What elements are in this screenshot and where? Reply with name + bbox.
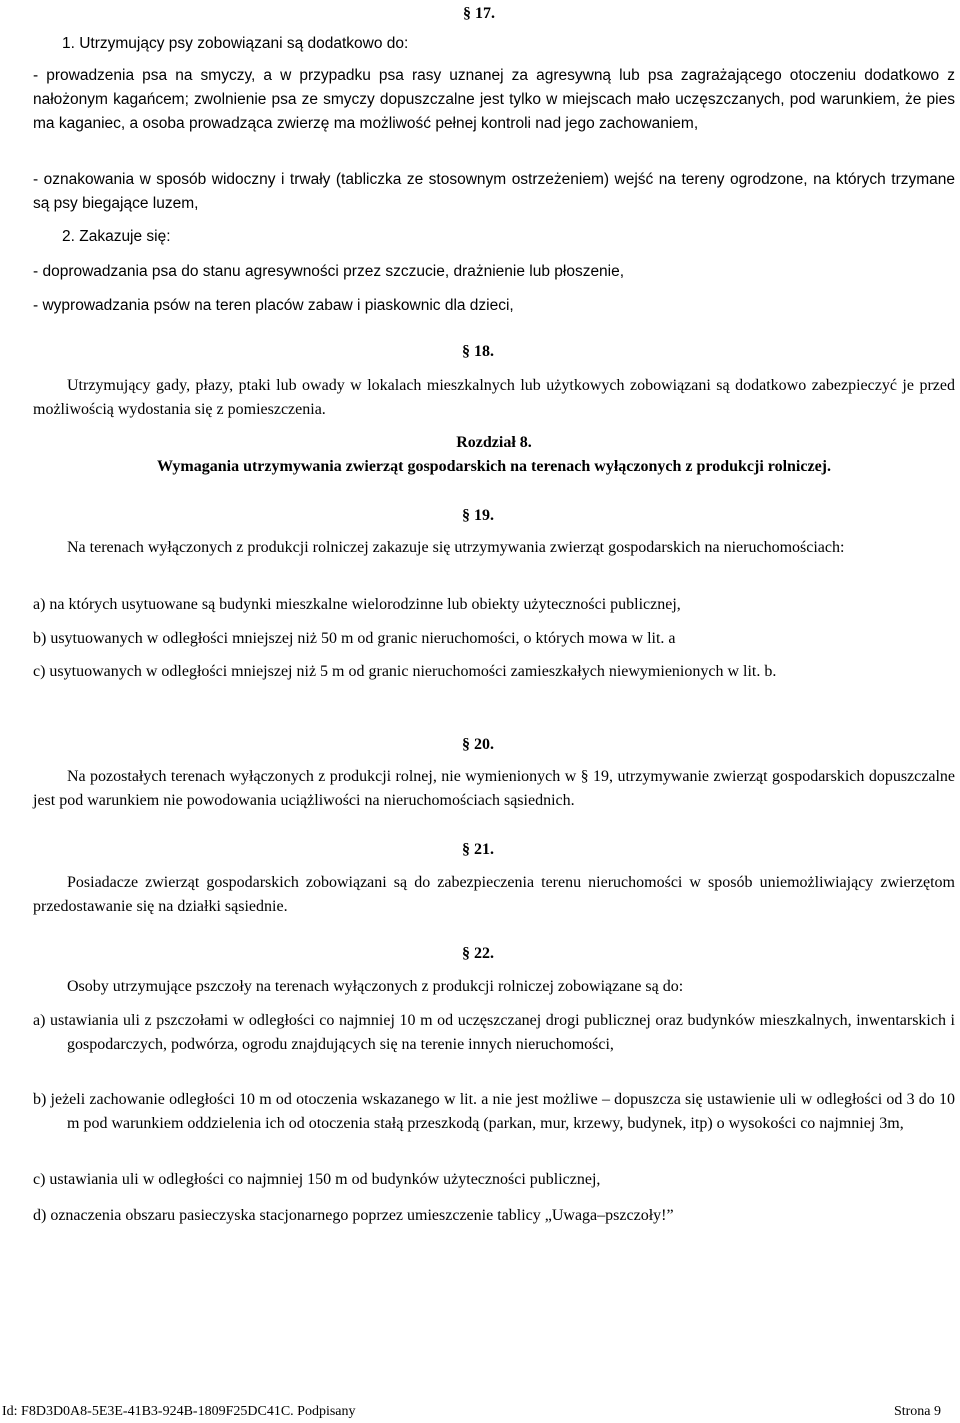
section-22-item-a: a) ustawiania uli z pszczołami w odległości co najmniej 10 m od uczęszczanej drogi publicznej oraz budynków mieszkalnych, inwentarskich i gospodarczych, podwórza, ogrodu znajdujących się na terenie innych nieruchomości, — [33, 1012, 955, 1053]
chapter-subtitle: Wymagania utrzymywania zwierząt gospodarskich na terenach wyłączonych z produkcji rolniczej. — [156, 458, 832, 475]
footer-page-number: Strona 9 — [893, 1404, 941, 1419]
section-20-number: § 20. — [462, 736, 494, 753]
section-19-item-b: b) usytuowanych w odległości mniejszej niż 50 m od granic nieruchomości, o których mowa w lit. a — [33, 630, 676, 647]
section-19-item-c: c) usytuowanych w odległości mniejszej niż 5 m od granic nieruchomości zamieszkałych niewymienionych w lit. b. — [33, 663, 777, 680]
section-22-item-c: c) ustawiania uli w odległości co najmniej 150 m od budynków użyteczności publicznej, — [33, 1171, 601, 1188]
section-20-text: Na pozostałych terenach wyłączonych z produkcji rolnej, nie wymienionych w § 19, utrzymywanie zwierząt gospodarskich dopuszczalne jest pod warunkiem nie powodowania uciążliwości na nieruchomościach sąsiednich. — [33, 768, 955, 809]
section-18-number: § 18. — [462, 343, 494, 360]
item-1-header: 1. Utrzymujący psy zobowiązani są dodatkowo do: — [62, 35, 409, 52]
section-19-number: § 19. — [462, 507, 494, 524]
item-2-header: 2. Zakazuje się: — [62, 228, 171, 245]
section-19-intro: Na terenach wyłączonych z produkcji rolniczej zakazuje się utrzymywania zwierząt gospodarskich na nieruchomościach: — [67, 539, 845, 556]
section-22-item-b: b) jeżeli zachowanie odległości 10 m od otoczenia wskazanego w lit. a nie jest możliwe – dopuszcza się ustawienie uli w odległości od 3 do 10 m pod warunkiem oddzielenia ich od otoczenia stałą przeszkodą (parkan, mur, krzewy, budynek, itp) o wysokości co najmniej 3m, — [33, 1091, 955, 1132]
section-21-text: Posiadacze zwierząt gospodarskich zobowiązani są do zabezpieczenia terenu nieruchomości w sposób uniemożliwiający zwierzętom przedostawanie się na działki sąsiednie. — [33, 874, 955, 915]
section-22-item-d: d) oznaczenia obszaru pasieczyska stacjonarnego poprzez umieszczenie tablicy „Uwaga–pszczoły!” — [33, 1207, 674, 1224]
item-1-dash-2: - oznakowania w sposób widoczny i trwały (tabliczka ze stosownym ostrzeżeniem) wejść na tereny ogrodzone, na których trzymane są psy biegające luzem, — [33, 171, 955, 212]
item-2-dash-2: - wyprowadzania psów na teren placów zabaw i piaskownic dla dzieci, — [33, 297, 514, 314]
section-22-intro: Osoby utrzymujące pszczoły na terenach wyłączonych z produkcji rolniczej zobowiązane są do: — [67, 978, 684, 995]
section-17-number: § 17. — [463, 5, 495, 22]
item-1-dash-1: - prowadzenia psa na smyczy, a w przypadku psa rasy uznanej za agresywną lub psa zagrażającego otoczeniu dodatkowo z nałożonym kagańcem; zwolnienie psa ze smyczy dopuszczalne jest tylko w miejscach mało uczęszczanych, pod warunkiem, że pies ma kaganiec, a osoba prowadząca zwierzę ma możliwość pełnej kontroli nad jego zachowaniem, — [33, 67, 955, 132]
section-22-number: § 22. — [462, 945, 494, 962]
section-19-item-a: a) na których usytuowane są budynki mieszkalne wielorodzinne lub obiekty użyteczności publicznej, — [33, 596, 681, 613]
footer-document-id: Id: F8D3D0A8-5E3E-41B3-924B-1809F25DC41C. Podpisany — [2, 1404, 356, 1419]
section-18-text: Utrzymujący gady, płazy, ptaki lub owady w lokalach mieszkalnych lub użytkowych zobowiązani są dodatkowo zabezpieczyć je przed możliwością wydostania się z pomieszczenia. — [33, 377, 955, 418]
section-21-number: § 21. — [462, 841, 494, 858]
chapter-title: Rozdział 8. — [456, 434, 532, 451]
item-2-dash-1: - doprowadzania psa do stanu agresywności przez szczucie, drażnienie lub płoszenie, — [33, 263, 625, 280]
